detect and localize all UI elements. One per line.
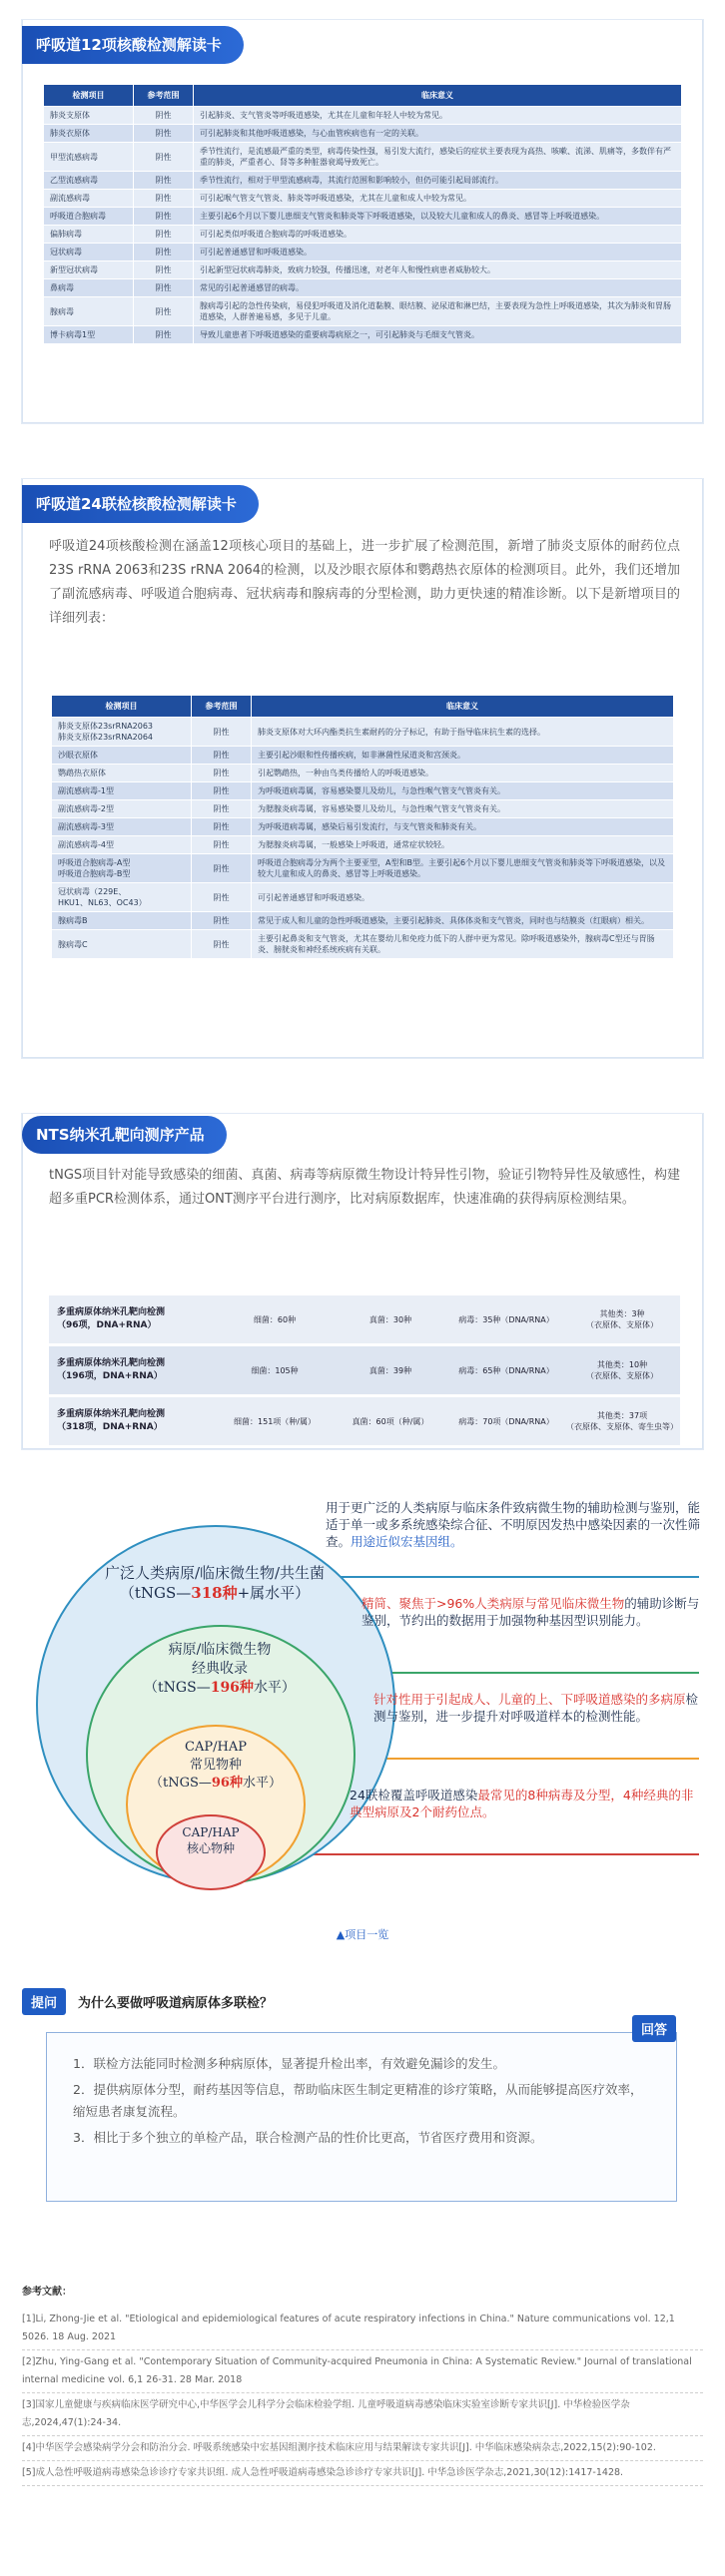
- test-item-cell: 肺炎衣原体: [44, 125, 134, 143]
- table-row: [44, 190, 682, 208]
- other-count: 其他类：10种 （衣原体、支原体）: [586, 1360, 658, 1380]
- test-item-cell: 沙眼衣原体: [52, 747, 192, 765]
- product-name: 多重病原体纳米孔靶向检测 （96项，DNA+RNA）: [57, 1307, 166, 1330]
- clinical-meaning-cell: 可引起普通感冒和呼吸道感染。: [194, 244, 682, 261]
- test-item-cell: 副流感病毒-3型: [52, 818, 192, 836]
- reference-range-cell: 阴性: [134, 261, 194, 279]
- table-row: [44, 143, 682, 172]
- fungi-count: 真菌：30种: [368, 1314, 412, 1324]
- table-row: [52, 800, 674, 818]
- reference-range-cell: 阴性: [192, 912, 252, 930]
- bacteria-count: 细菌：60种: [253, 1314, 297, 1324]
- reference-item: [4]中华医学会感染病学分会和防治分会. 呼吸系统感染中宏基因组测序技术临床应用与结果解读专家共识[J]. 中华临床感染病杂志,2022,15(2):90-102.: [22, 2436, 703, 2461]
- table-row: [52, 930, 674, 959]
- table-row: [44, 279, 682, 297]
- clinical-meaning-cell: 主要引起沙眼和性传播疾病，如非淋菌性尿道炎和宫颈炎。: [252, 747, 674, 765]
- bacteria-count: 细菌：151项（种/属）: [234, 1416, 316, 1426]
- section1-card: [22, 20, 703, 423]
- answer-item: 1．联检方法能同时检测多种病原体，显著提升检出率，有效避免漏诊的发生。: [73, 2056, 505, 2071]
- table-row: [52, 765, 674, 782]
- test-item-cell: 呼吸道合胞病毒-A型 呼吸道合胞病毒-B型: [52, 854, 192, 883]
- test-item-cell: 副流感病毒-2型: [52, 800, 192, 818]
- reference-range-cell: 阴性: [134, 107, 194, 125]
- table-row: [44, 172, 682, 190]
- reference-range-cell: 阴性: [134, 143, 194, 172]
- table-row: [52, 747, 674, 765]
- section3-intro: tNGS项目针对能导致感染的细菌、真菌、病毒等病原微生物设计特异性引物，验证引物特异性及敏感性，构建超多重PCR检测体系，通过ONT测序平台进行测序，比对病原数据库，快速准确的获得病原检测结果。: [49, 1168, 680, 1207]
- clinical-meaning-cell: 主要引起6个月以下婴儿患细支气管炎和肺炎等下呼吸道感染，以及较大儿童和成人的鼻炎、感冒等上呼吸道感染。: [194, 208, 682, 226]
- test-item-cell: 腺病毒B: [52, 912, 192, 930]
- clinical-meaning-cell: 常见于成人和儿童的急性呼吸道感染，主要引起肺炎、具体体炎和支气管炎，同时也与结膜炎（红眼病）相关。: [252, 912, 674, 930]
- test-item-cell: 腺病毒: [44, 297, 134, 326]
- reference-range-cell: 阴性: [192, 747, 252, 765]
- table-row: [44, 107, 682, 125]
- clinical-meaning-cell: 引起肺炎、支气管炎等呼吸道感染，尤其在儿童和年轻人中较为常见。: [194, 107, 682, 125]
- reference-range-cell: 阴性: [134, 226, 194, 244]
- section3-card: [22, 1114, 703, 1449]
- test-item-cell: 偏肺病毒: [44, 226, 134, 244]
- table-row: [44, 226, 682, 244]
- references-title: 参考文献：: [22, 2287, 72, 2298]
- clinical-meaning-cell: 为腮腺炎病毒属，一般感染上呼吸道，通常症状较轻。: [252, 836, 674, 854]
- faq-title: [22, 1988, 273, 2015]
- reference-range-cell: 阴性: [192, 883, 252, 912]
- nts-product-row: [49, 1295, 680, 1343]
- faq-question: 为什么要做呼吸道病原体多联检？: [78, 1996, 274, 2011]
- clinical-meaning-cell: 可引起普通感冒和呼吸道感染。: [252, 883, 674, 912]
- reference-range-cell: 阴性: [192, 930, 252, 959]
- inner-description: 针对性用于引起成人、儿童的上、下呼吸道感染的多病原检测与鉴别，进一步提升对呼吸道样本的检测性能。: [373, 1692, 699, 1724]
- table-row: [52, 854, 674, 883]
- bacteria-count: 细菌：105种: [251, 1365, 299, 1375]
- clinical-meaning-cell: 为呼吸道病毒属，感染后易引发流行，与支气管炎和肺炎有关。: [252, 818, 674, 836]
- faq-answer-box: [46, 2023, 677, 2202]
- test-item-cell: 鹦鹉热衣原体: [52, 765, 192, 782]
- reference-range-cell: 阴性: [192, 818, 252, 836]
- fungi-count: 真菌：39种: [368, 1365, 412, 1375]
- table-row: [52, 782, 674, 800]
- reference-item: [1]Li, Zhong-Jie et al. "Etiological and epidemiological features of acute respiratory infections in China." Nature communications vol. 12,1 5026. 18 Aug. 2021: [22, 2308, 703, 2350]
- test-item-cell: 冠状病毒（229E、 HKU1、NL63、OC43）: [52, 883, 192, 912]
- section1-table: [43, 84, 682, 344]
- test-item-cell: 副流感病毒-1型: [52, 782, 192, 800]
- reference-range-cell: 阴性: [134, 172, 194, 190]
- reference-range-cell: 阴性: [192, 800, 252, 818]
- table-row: [44, 261, 682, 279]
- reference-range-cell: 阴性: [192, 718, 252, 747]
- fungi-count: 真菌：60项（种/属）: [352, 1416, 429, 1426]
- outer-description: 用于更广泛的人类病原与临床条件致病微生物的辅助检测与鉴别，能适于单一或多系统感染综合征、不明原因发热中感染因素的一次性筛查。用途近似宏基因组。: [326, 1500, 701, 1549]
- clinical-meaning-cell: 主要引起鼻炎和支气管炎，尤其在婴幼儿和免疫力低下的人群中更为常见。除呼吸道感染外，腺病毒C型还与胃肠炎、膀胱炎和神经系统疾病有关联。: [252, 930, 674, 959]
- table-header: 临床意义: [194, 85, 682, 107]
- reference-range-cell: 阴性: [192, 782, 252, 800]
- table-row: [44, 326, 682, 344]
- reference-item: [3]国家儿童健康与疾病临床医学研究中心,中华医学会儿科学分会临床检验学组. 儿童呼吸道病毒感染临床实验室诊断专家共识[J]. 中华检验医学杂志,2024,47(1):24-34.: [22, 2393, 703, 2436]
- test-item-cell: 鼻病毒: [44, 279, 134, 297]
- project-overview-link[interactable]: ▲项目一览: [336, 1928, 389, 1941]
- reference-range-cell: 阴性: [134, 208, 194, 226]
- test-item-cell: 甲型流感病毒: [44, 143, 134, 172]
- virus-count: 病毒：65种（DNA/RNA）: [458, 1365, 554, 1375]
- section2-table-wrap: [51, 695, 674, 959]
- test-item-cell: 呼吸道合胞病毒: [44, 208, 134, 226]
- reference-item: [2]Zhu, Ying-Gang et al. "Contemporary Situation of Community-acquired Pneumonia in China: A Systematic Review." Journal of translational internal medicine vol. 6,1 26-31. 28 Mar. 2018: [22, 2350, 703, 2393]
- reference-range-cell: 阴性: [192, 765, 252, 782]
- test-item-cell: 乙型流感病毒: [44, 172, 134, 190]
- core-circle-label: CAP/HAP 核心物种: [182, 1825, 240, 1855]
- table-row: [52, 818, 674, 836]
- table-header: 临床意义: [252, 696, 674, 718]
- test-item-cell: 冠状病毒: [44, 244, 134, 261]
- clinical-meaning-cell: 可引起类似呼吸道合胞病毒的呼吸道感染。: [194, 226, 682, 244]
- section2-card: [22, 479, 703, 1058]
- reference-range-cell: 阴性: [192, 854, 252, 883]
- nts-product-row: [49, 1346, 680, 1394]
- other-count: 其他类：3种 （衣原体、支原体）: [586, 1309, 658, 1329]
- virus-count: 病毒：35种（DNA/RNA）: [458, 1314, 554, 1324]
- clinical-meaning-cell: 腺病毒引起的急性传染病，易侵犯呼吸道及消化道黏膜、眼结膜、泌尿道和淋巴结，主要表现为急性上呼吸道感染，其次为肺炎和胃肠道感染，人群普遍易感，多见于儿童。: [194, 297, 682, 326]
- clinical-meaning-cell: 呼吸道合胞病毒分为两个主要亚型，A型和B型。主要引起6个月以下婴儿患细支气管炎和肺炎等下呼吸道感染，以及较大儿童和成人的鼻炎、感冒等上呼吸道感染。: [252, 854, 674, 883]
- outer-circle-label: 广泛人类病原/临床微生物/共生菌 （tNGS—318种+属水平）: [104, 1564, 326, 1602]
- clinical-meaning-cell: 为呼吸道病毒属，容易感染婴儿及幼儿，与急性喉气管支气管炎有关。: [252, 782, 674, 800]
- other-count: 其他类：37项 （衣原体、支原体、寄生虫等）: [566, 1411, 678, 1431]
- section2-title: 呼吸道24联检核酸检测解读卡: [22, 485, 259, 523]
- virus-count: 病毒：70项（DNA/RNA）: [458, 1416, 554, 1426]
- coverage-diagram: [0, 1495, 725, 1954]
- test-item-cell: 博卡病毒1型: [44, 326, 134, 344]
- clinical-meaning-cell: 可引起肺炎和其他呼吸道感染，与心血管疾病也有一定的关联。: [194, 125, 682, 143]
- test-item-cell: 肺炎支原体23srRNA2063 肺炎支原体23srRNA2064: [52, 718, 192, 747]
- reference-item: [5]成人急性呼吸道病毒感染急诊诊疗专家共识组. 成人急性呼吸道病毒感染急诊诊疗专家共识[J]. 中华急诊医学杂志,2021,30(12):1417-1428.: [22, 2461, 703, 2486]
- table-row: [44, 208, 682, 226]
- reference-range-cell: 阴性: [134, 297, 194, 326]
- table-header: 检测项目: [52, 696, 192, 718]
- product-name: 多重病原体纳米孔靶向检测 （318项，DNA+RNA）: [57, 1409, 166, 1432]
- clinical-meaning-cell: 常见的引起普通感冒的病毒。: [194, 279, 682, 297]
- table-row: [52, 912, 674, 930]
- clinical-meaning-cell: 引起鹦鹉热，一种由鸟类传播给人的呼吸道感染。: [252, 765, 674, 782]
- clinical-meaning-cell: 引起新型冠状病毒肺炎，致病力较强，传播迅速，对老年人和慢性病患者威胁较大。: [194, 261, 682, 279]
- table-row: [52, 883, 674, 912]
- test-item-cell: 新型冠状病毒: [44, 261, 134, 279]
- test-item-cell: 副流感病毒-4型: [52, 836, 192, 854]
- table-header: 检测项目: [44, 85, 134, 107]
- reference-range-cell: 阴性: [134, 326, 194, 344]
- test-item-cell: 腺病毒C: [52, 930, 192, 959]
- test-item-cell: 副流感病毒: [44, 190, 134, 208]
- reference-range-cell: 阴性: [134, 279, 194, 297]
- clinical-meaning-cell: 季节性流行，是流感最严重的类型，病毒传染性强，易引发大流行，感染后的症状主要表现为高热、咳嗽、流涕、肌痛等，多数伴有严重的肺炎，严重者心、肾等多种脏器衰竭导致死亡。: [194, 143, 682, 172]
- nts-product-row: [49, 1397, 680, 1445]
- table-row: [44, 125, 682, 143]
- clinical-meaning-cell: 可引起喉气管支气管炎、肺炎等呼吸道感染，尤其在儿童和成人中较为常见。: [194, 190, 682, 208]
- mid-description: 精简、聚焦于>96%人类病原与常见临床微生物的辅助诊断与鉴别，节约出的数据用于加强物种基因型识别能力。: [362, 1596, 700, 1628]
- table-header: 参考范围: [134, 85, 194, 107]
- clinical-meaning-cell: 为腮腺炎病毒属，容易感染婴儿及幼儿，与急性喉气管支气管炎有关。: [252, 800, 674, 818]
- section1-table-wrap: [43, 84, 682, 344]
- table-row: [44, 297, 682, 326]
- test-item-cell: 肺炎支原体: [44, 107, 134, 125]
- answer-item: 2．提供病原体分型，耐药基因等信息，帮助临床医生制定更精准的诊疗策略，从而能够提高医疗效率，缩短患者康复流程。: [73, 2082, 643, 2119]
- answer-item: 3．相比于多个独立的单检产品，联合检测产品的性价比更高，节省医疗费用和资源。: [73, 2130, 543, 2145]
- section2-table: [51, 695, 674, 959]
- references: [22, 2284, 703, 2486]
- table-row: [44, 244, 682, 261]
- core-description: 24联检覆盖呼吸道感染最常见的8种病毒及分型，4种经典的非典型病原及2个耐药位点。: [350, 1788, 694, 1819]
- inner-circle-label: CAP/HAP 常见物种 （tNGS—96种水平）: [150, 1740, 282, 1791]
- clinical-meaning-cell: 季节性流行，相对于甲型流感病毒，其流行范围和影响较小，但仍可能引起局部流行。: [194, 172, 682, 190]
- question-tag: 提问: [22, 1988, 66, 2015]
- reference-range-cell: 阴性: [134, 190, 194, 208]
- product-name: 多重病原体纳米孔靶向检测 （196项，DNA+RNA）: [57, 1358, 166, 1381]
- table-header: 参考范围: [192, 696, 252, 718]
- reference-range-cell: 阴性: [192, 836, 252, 854]
- reference-range-cell: 阴性: [134, 125, 194, 143]
- answer-tag: 回答: [632, 2015, 676, 2042]
- mid-circle-label: 病原/临床微生物 经典收录 （tNGS—196种水平）: [144, 1642, 296, 1696]
- section1-title: 呼吸道12项核酸检测解读卡: [22, 26, 244, 64]
- clinical-meaning-cell: 肺炎支原体对大环内酯类抗生素耐药的分子标记，有助于指导临床抗生素的选择。: [252, 718, 674, 747]
- table-row: [52, 718, 674, 747]
- nts-products-list: [49, 1295, 680, 1448]
- clinical-meaning-cell: 导致儿童患者下呼吸道感染的重要病毒病原之一，可引起肺炎与毛细支气管炎。: [194, 326, 682, 344]
- section3-title: NTS纳米孔靶向测序产品: [22, 1116, 227, 1154]
- reference-range-cell: 阴性: [134, 244, 194, 261]
- table-row: [52, 836, 674, 854]
- section2-intro: 呼吸道24项核酸检测在涵盖12项核心项目的基础上，进一步扩展了检测范围，新增了肺炎支原体的耐药位点23S rRNA 2063和23S rRNA 2064的检测，以及沙眼衣原体和鹦鹉热衣原体的检测项目。此外，我们还增加了副流感病毒、呼吸道合胞病毒、冠状病毒和腺病毒的分型检测，助力更快速的精准诊断。以下是新增项目的详细列表：: [49, 539, 680, 626]
